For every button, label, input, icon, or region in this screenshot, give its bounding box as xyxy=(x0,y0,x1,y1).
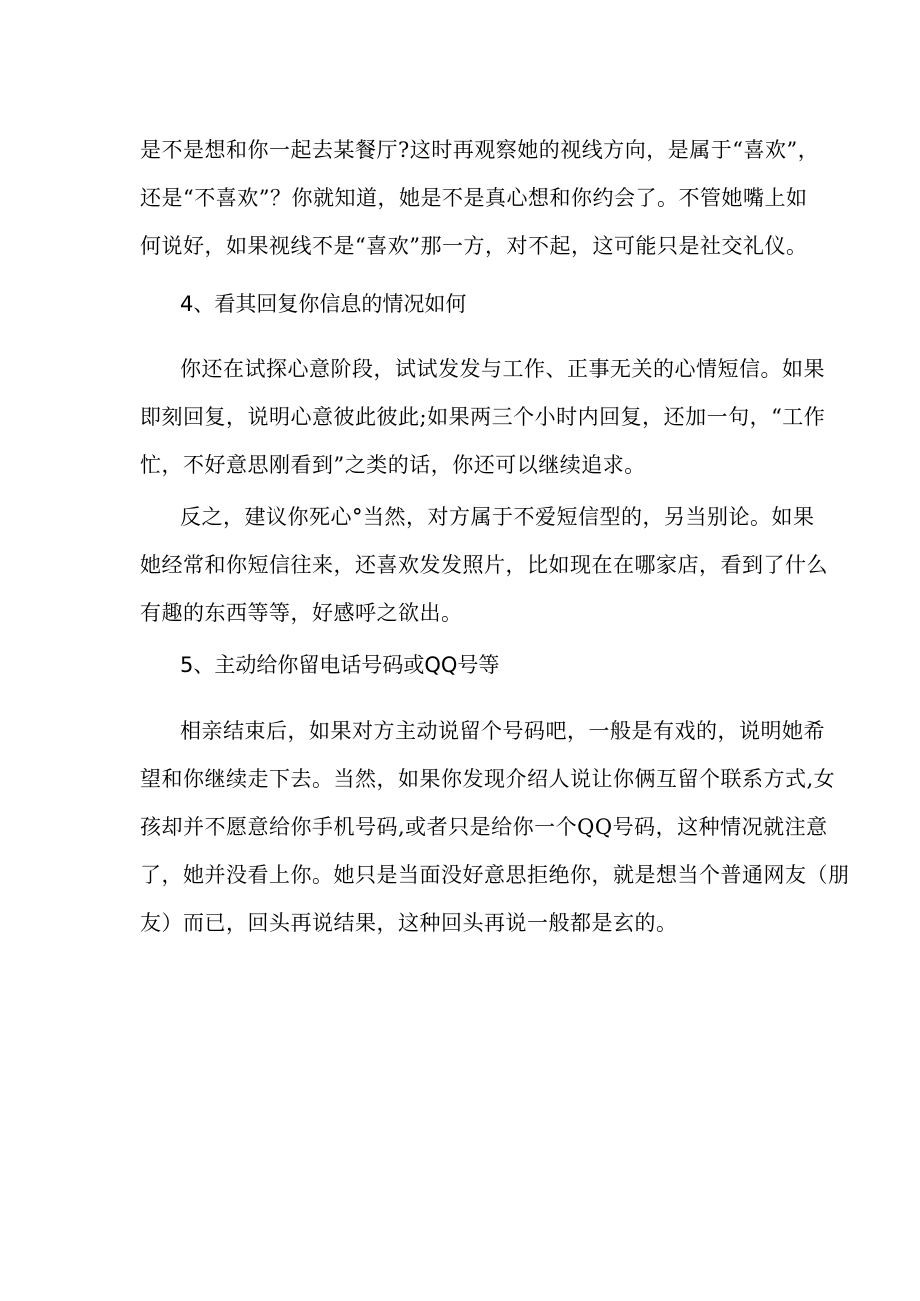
paragraph-line: 何说好，如果视线不是“喜欢”那一方，对不起，这可能只是社交礼仪。 xyxy=(140,234,808,258)
paragraph-otherwise xyxy=(140,493,828,637)
paragraph-phone-number xyxy=(140,707,850,947)
paragraph-line: 忙，不好意思刚看到”之类的话，你还可以继续追求。 xyxy=(140,453,646,477)
paragraph-line: 望和你继续走下去。当然，如果你发现介绍人说让你俩互留个联系方式,女 xyxy=(140,767,836,791)
paragraph-message-reply xyxy=(140,345,826,489)
paragraph-line: 还是“不喜欢”？你就知道，她是不是真心想和你约会了。不管她嘴上如 xyxy=(140,186,808,210)
paragraph-line: 是不是想和你一起去某餐厅?这时再观察她的视线方向，是属于“喜欢”， xyxy=(140,138,820,162)
paragraph-line: 有趣的东西等等，好感呼之欲出。 xyxy=(140,601,463,625)
paragraph-line: 你还在试探心意阶段，试试发发与工作、正事无关的心情短信。如果 xyxy=(180,357,825,381)
section-heading-5: 5、主动给你留电话号码或QQ号等 xyxy=(180,653,500,677)
paragraph-line: 孩却并不愿意给你手机号码,或者只是给你一个QQ号码，这种情况就注意 xyxy=(140,815,828,839)
paragraph-line: 反之，建议你死心°当然，对方属于不爱短信型的，另当别论。如果 xyxy=(180,505,815,529)
paragraph-line: 友）而已，回头再说结果，这种回头再说一般都是玄的。 xyxy=(140,911,678,935)
paragraph-viewing-direction xyxy=(140,126,820,270)
paragraph-line: 她经常和你短信往来，还喜欢发发照片，比如现在在哪家店，看到了什么 xyxy=(140,553,828,577)
paragraph-line: 相亲结束后，如果对方主动说留个号码吧，一般是有戏的，说明她希 xyxy=(180,719,825,743)
paragraph-line: 即刻回复，说明心意彼此彼此;如果两三个小时内回复，还加一句，“工作 xyxy=(140,405,826,429)
section-heading-4: 4、看其回复你信息的情况如何 xyxy=(180,292,467,316)
paragraph-line: 了，她并没看上你。她只是当面没好意思拒绝你，就是想当个普通网友（朋 xyxy=(140,863,850,887)
